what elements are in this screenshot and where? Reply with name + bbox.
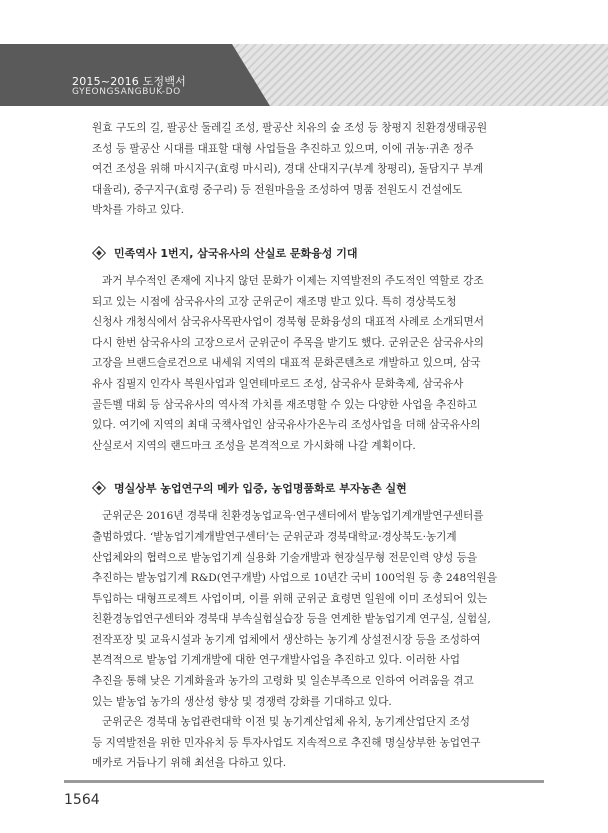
text-line: 등 지역발전을 위한 민자유치 등 투자사업도 지속적으로 추진해 명실상부한 농업연구 bbox=[92, 736, 481, 749]
section-heading-culture bbox=[92, 245, 522, 261]
section-heading-text: 명실상부 농업연구의 메카 입증, 농업명품화로 부자농촌 실현 bbox=[114, 482, 407, 496]
text-line: 메카로 거듭나기 위해 최선을 다하고 있다. bbox=[92, 757, 287, 770]
text-line: 신청사 개청식에서 삼국유사목판사업이 경북형 문화융성의 대표적 사례로 소개되면서 bbox=[92, 316, 484, 329]
diamond-bullet-icon bbox=[92, 481, 106, 495]
text-line: 원효 구도의 길, 팔공산 둘레길 조성, 팔공산 치유의 숲 조성 등 창평지 친환경생태공원 bbox=[92, 122, 488, 134]
page-number: 1564 bbox=[64, 792, 100, 808]
text-line: 본격적으로 밭농업 기계개발에 대한 연구개발사업을 추진하고 있다. 이러한 사업 bbox=[92, 654, 461, 667]
section-paragraph-culture bbox=[92, 271, 522, 456]
text-line: 유사 집필지 인각사 복원사업과 일연테마로드 조성, 삼국유사 문화축제, 삼국유사 bbox=[92, 377, 464, 390]
text-line: 다시 한번 삼국유사의 고장으로서 군위군이 주목을 받기도 했다. 군위군은 삼국유사의 bbox=[92, 336, 484, 349]
text-line: 되고 있는 시점에 삼국유사의 고장 군위군이 재조명 받고 있다. 특히 경상북도청 bbox=[92, 295, 457, 308]
text-line: 친환경농업연구센터와 경북대 부속실험실습장 등을 연계한 밭농업기계 연구실, 실험실, bbox=[92, 613, 491, 626]
text-line: 여건 조성을 위해 마시지구(효령 마시리), 경대 산대지구(부계 창평리), 돌담지구 부계 bbox=[92, 163, 484, 176]
header-title: 2015~2016 도정백서 bbox=[72, 75, 187, 88]
text-line: 있다. 여기에 지역의 최대 국책사업인 삼국유사가온누리 조성사업을 더해 삼국유사의 bbox=[92, 419, 481, 432]
text-line: 박차를 가하고 있다. bbox=[92, 204, 184, 217]
text-line: 산실로서 지역의 랜드마크 조성을 본격적으로 가시화해 나갈 계획이다. bbox=[92, 439, 416, 452]
text-line: 군위군은 2016년 경북대 친환경농업교육·연구센터에서 밭농업기계개발연구센터를 bbox=[102, 510, 484, 523]
text-line: 대율리), 중구지구(효령 중구리) 등 전원마을을 조성하여 명품 전원도시 건설에도 bbox=[92, 183, 463, 196]
text-line: 조성 등 팔공산 시대를 대표할 대형 사업들을 추진하고 있으며, 이에 귀농·귀촌 정주 bbox=[92, 142, 474, 155]
header-subtitle: GYEONGSANGBUK-DO bbox=[72, 87, 181, 97]
text-line: 출범하였다. ‘밭농업기계개발연구센터’는 군위군과 경북대학교·경상북도·농기계 bbox=[92, 530, 457, 543]
section-heading-text: 민족역사 1번지, 삼국유사의 산실로 문화융성 기대 bbox=[114, 246, 358, 260]
text-line: 고장을 브랜드슬로건으로 내세워 지역의 대표적 문화콘텐츠로 개발하고 있으며, 삼국 bbox=[92, 357, 481, 370]
text-line: 있는 밭농업 농가의 생산성 향상 및 경쟁력 강화를 기대하고 있다. bbox=[92, 695, 392, 708]
text-line: 전작포장 및 교육시설과 농기계 업체에서 생산하는 농기계 상설전시장 등을 조성하여 bbox=[92, 633, 481, 646]
section-paragraph-agriculture bbox=[92, 506, 522, 774]
document-body bbox=[92, 118, 522, 774]
text-line: 추진을 통해 낮은 기계화율과 농가의 고령화 및 일손부족으로 인하여 어려움을 겪고 bbox=[92, 675, 474, 688]
text-line: 투입하는 대형프로젝트 사업이며, 이를 위해 군위군 효령면 일원에 이미 조성되어 있는 bbox=[92, 592, 488, 605]
text-line: 산업체와의 협력으로 밭농업기계 실용화 기술개발과 현장실무형 전문인력 양성 등을 bbox=[92, 551, 478, 564]
text-line: 추진하는 밭농업기계 R&D(연구개발) 사업으로 10년간 국비 100억원 등 총 248억원을 bbox=[92, 572, 497, 585]
section-heading-agriculture bbox=[92, 480, 522, 496]
text-line: 골든벨 대회 등 삼국유사의 역사적 가치를 재조명할 수 있는 다양한 사업을 추진하고 bbox=[92, 398, 477, 411]
text-line: 과거 부수적인 존재에 지나지 않던 문화가 이제는 지역발전의 주도적인 역할로 강조 bbox=[102, 274, 484, 287]
intro-paragraph bbox=[92, 118, 522, 221]
footer-rule bbox=[64, 780, 544, 783]
text-line: 군위군은 경북대 농업관련대학 이전 및 농기계산업체 유치, 농기계산업단지 조성 bbox=[102, 716, 471, 729]
diamond-bullet-icon bbox=[92, 246, 106, 260]
